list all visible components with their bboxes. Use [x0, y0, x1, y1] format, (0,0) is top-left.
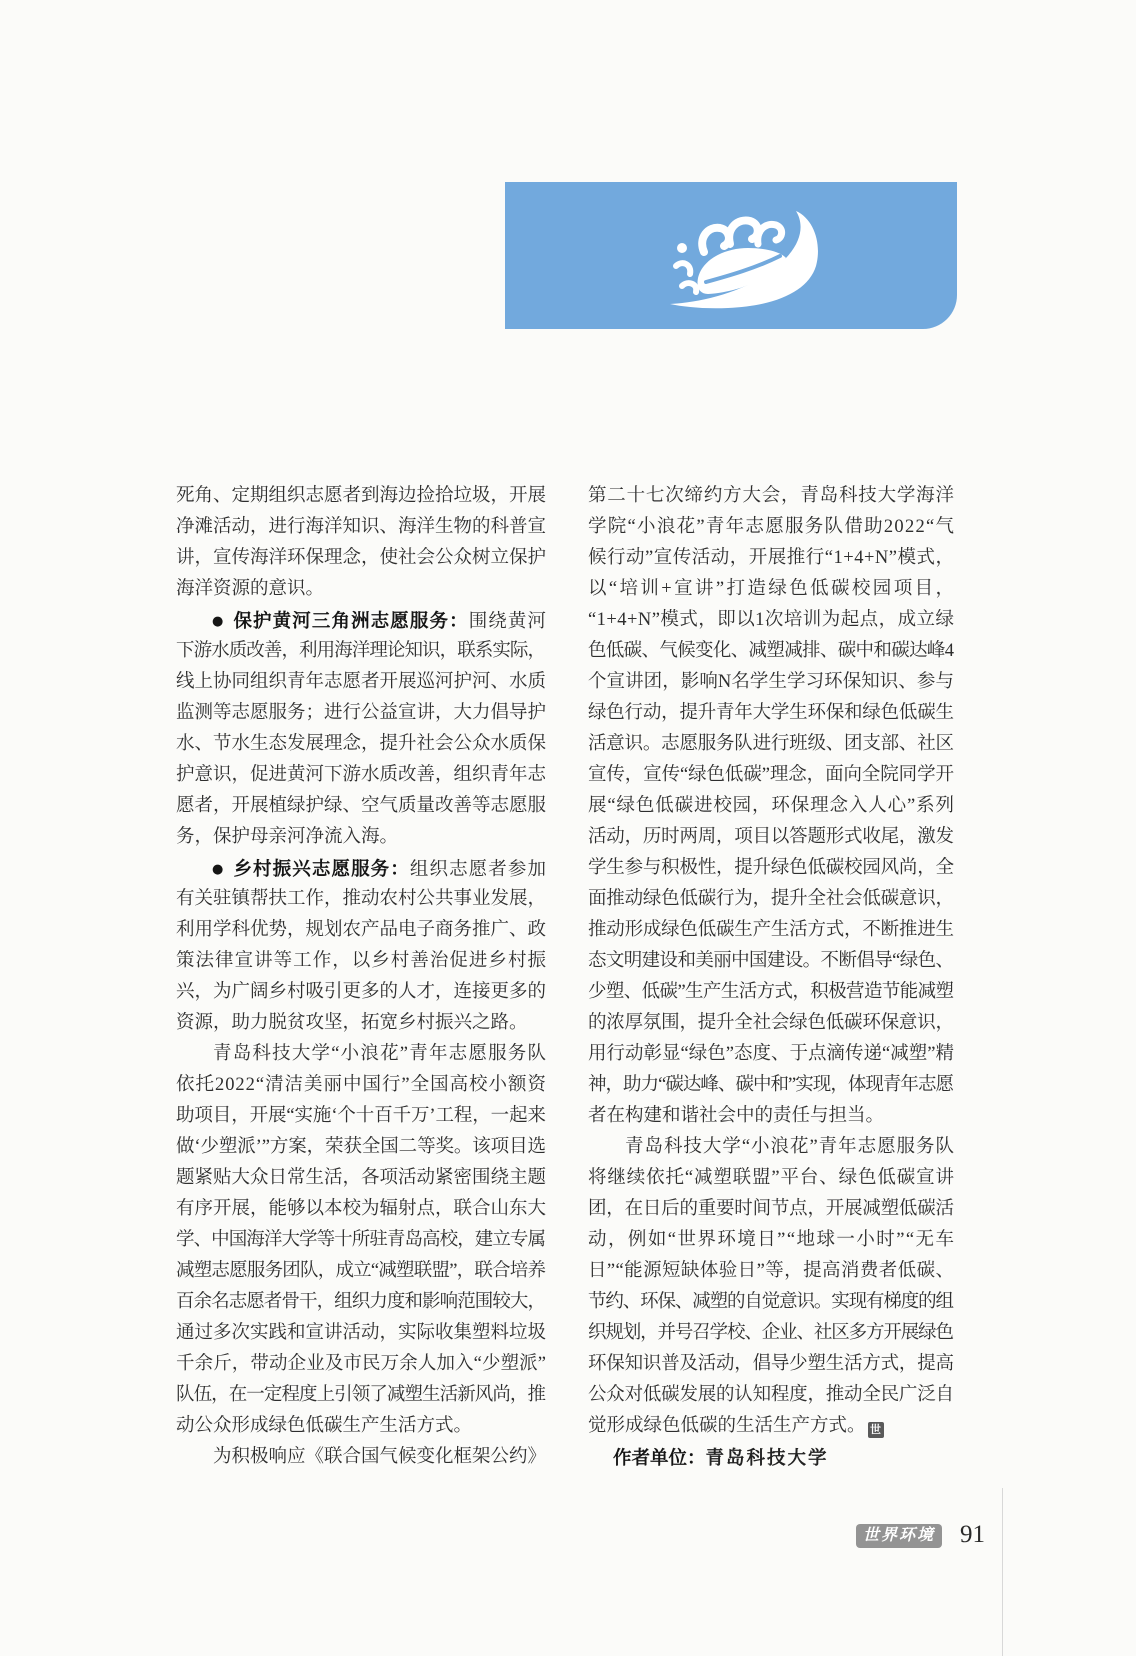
line-content: [588, 672, 954, 692]
line-text: 推动形成绿色低碳生产生活方式，不断推进生: [588, 920, 954, 940]
text-line: [176, 481, 546, 512]
line-text: 织规划，并号召学校、企业、社区多方开展绿色: [588, 1323, 953, 1343]
author-label: 作者单位：: [613, 1447, 706, 1468]
text-line: [588, 822, 954, 853]
text-line: [176, 822, 546, 853]
line-content: [588, 548, 955, 568]
line-content: [588, 1230, 955, 1250]
line-content: [176, 641, 545, 661]
line-text: 个宣讲团，影响N名学生学习环保知识、参与: [588, 672, 955, 692]
line-text: 水、节水生态发展理念，提升社会公众水质保: [176, 734, 546, 754]
text-line: [176, 1318, 546, 1349]
left-column: [176, 481, 546, 1473]
line-content: [588, 1323, 953, 1343]
line-content: [176, 1013, 528, 1033]
line-content: [176, 827, 398, 847]
text-line: [588, 1380, 954, 1411]
line-text: 线上协同组织青年志愿者开展巡河护河、水质: [176, 672, 546, 692]
line-text: 用行动彰显“绿色”态度、于点滴传递“减塑”精: [588, 1044, 954, 1064]
line-text: 通过多次实践和宣讲活动，实际收集塑料垃圾: [176, 1323, 546, 1343]
line-text: 团，在日后的重要时间节点，开展减塑低碳活: [588, 1199, 954, 1219]
text-line: [588, 1411, 954, 1442]
line-content: [588, 517, 955, 537]
line-content: [212, 612, 547, 632]
line-content: [176, 672, 546, 692]
line-content: [588, 610, 954, 630]
line-text: 学院“小浪花”青年志愿服务队借助2022“气: [588, 517, 956, 537]
text-line: [176, 543, 546, 574]
line-content: [176, 1137, 546, 1157]
line-text: 海洋资源的意识。: [176, 579, 325, 599]
line-content: [213, 1447, 546, 1467]
line-content: [588, 734, 954, 754]
paragraph: [176, 605, 546, 853]
line-text: 愿者，开展植绿护绿、空气质量改善等志愿服: [176, 796, 546, 816]
line-content: [588, 765, 954, 785]
line-content: [176, 1385, 545, 1405]
text-line: [176, 574, 546, 605]
line-text: 队伍，在一定程度上引领了减塑生活新风尚，推: [176, 1385, 546, 1405]
section-heading: 保护黄河三角洲志愿服务：: [233, 610, 469, 631]
line-content: [588, 1385, 954, 1405]
text-line: [588, 512, 954, 543]
line-content: [625, 1137, 955, 1157]
text-line: [588, 574, 957, 605]
text-line: [176, 1442, 546, 1473]
text-line: [588, 884, 954, 915]
line-text: 少塑、低碳”生产生活方式，积极营造节能减塑: [588, 982, 954, 1002]
line-content: [176, 1075, 547, 1095]
bullet: ●: [212, 862, 225, 877]
text-line: [176, 1287, 546, 1318]
line-content: [176, 517, 546, 537]
text-line: [588, 481, 954, 512]
line-content: [212, 860, 547, 880]
line-text: 有关驻镇帮扶工作，推动农村公共事业发展，: [176, 889, 546, 909]
text-line: [588, 698, 954, 729]
line-content: [588, 703, 954, 723]
text-line: [588, 1008, 954, 1039]
line-content: [588, 982, 953, 1002]
text-line: [176, 512, 546, 543]
line-content: [588, 1106, 884, 1126]
line-text: 净滩活动，进行海洋知识、海洋生物的科普宣: [176, 517, 546, 537]
paragraph: [176, 1442, 546, 1473]
line-text: 策法律宣讲等工作，以乡村善治促进乡村振: [176, 951, 548, 971]
line-content: [176, 486, 546, 506]
line-content: [176, 548, 546, 568]
text-line: [588, 760, 954, 791]
line-text: 利用学科优势，规划农产品电子商务推广、政: [176, 920, 546, 940]
end-mark-icon: 世: [868, 1422, 884, 1438]
right-column: [588, 481, 957, 1473]
line-content: [588, 1292, 953, 1312]
text-line: [176, 1349, 546, 1380]
line-text: 动，例如“世界环境日”“地球一小时”“无车: [588, 1230, 956, 1250]
text-line: [588, 791, 954, 822]
text-line: [588, 667, 954, 698]
line-text: 护意识，促进黄河下游水质改善，组织青年志: [176, 765, 546, 785]
line-text: 组织志愿者参加: [409, 860, 548, 880]
text-line: [176, 1256, 546, 1287]
line-content: [176, 1416, 472, 1436]
magazine-logo: 世界环境: [856, 1524, 942, 1548]
text-line: [176, 729, 546, 760]
line-content: [176, 1199, 546, 1219]
line-text: 节约、环保、减塑的自觉意识。实现有梯度的组: [588, 1292, 953, 1312]
line-content: [213, 1044, 547, 1064]
text-line: [588, 543, 954, 574]
wave-logo-icon: [668, 206, 818, 310]
text-line: [588, 1039, 954, 1070]
line-text: 宣传，宣传“绿色低碳”理念，面向全院同学开: [588, 765, 954, 785]
text-line: [176, 667, 546, 698]
paragraph: [588, 1132, 954, 1442]
line-text: 面推动绿色低碳行为，提升全社会低碳意识，: [588, 889, 954, 909]
header-banner: [505, 182, 957, 329]
line-content: [176, 796, 546, 816]
text-line: [176, 791, 546, 822]
line-text: 千余斤，带动企业及市民万余人加入“少塑派”: [176, 1354, 547, 1374]
text-line: [176, 884, 546, 915]
text-line: [176, 1039, 546, 1070]
line-text: 做‘少塑派’”方案，荣获全国二等奖。该项目选: [176, 1137, 546, 1157]
text-line: [176, 605, 546, 636]
text-line: [588, 1132, 954, 1163]
line-content: [176, 579, 324, 599]
line-text: 题紧贴大众日常生活，各项活动紧密围绕主题: [176, 1168, 546, 1188]
line-text: 觉形成绿色低碳的生活生产方式。: [588, 1416, 866, 1436]
line-content: [588, 486, 955, 506]
line-text: 动公众形成绿色低碳生产生活方式。: [176, 1416, 473, 1436]
text-line: [176, 1132, 546, 1163]
text-line: [176, 760, 546, 791]
line-text: 依托2022“清洁美丽中国行”全国高校小额资: [176, 1075, 547, 1095]
line-text: 公众对低碳发展的认知程度，推动全民广泛自: [588, 1385, 954, 1405]
text-line: [176, 977, 546, 1008]
text-line: [176, 1225, 546, 1256]
paragraph: [176, 1039, 546, 1442]
line-content: [588, 1075, 953, 1095]
text-line: [588, 1318, 954, 1349]
line-content: [588, 920, 954, 940]
line-content: [588, 889, 954, 909]
right-column-text: [588, 481, 957, 1442]
text-line: [176, 1070, 546, 1101]
text-line: [588, 605, 954, 636]
text-line: [176, 1008, 546, 1039]
line-content: [176, 920, 546, 940]
line-text: 务，保护母亲河净流入海。: [176, 827, 399, 847]
line-text: 围绕黄河: [468, 612, 548, 632]
line-text: 资源，助力脱贫攻坚，拓宽乡村振兴之路。: [176, 1013, 528, 1033]
text-line: [588, 853, 954, 884]
text-line: [588, 977, 954, 1008]
line-content: [588, 1416, 884, 1436]
line-content: [176, 982, 546, 1002]
line-text: “1+4+N”模式，即以1次培训为起点，成立绿: [588, 610, 955, 630]
line-content: [176, 951, 547, 971]
text-line: [588, 1225, 954, 1256]
text-line: [176, 1101, 546, 1132]
line-content: [176, 703, 546, 723]
line-content: [588, 579, 956, 599]
text-line: [176, 946, 546, 977]
line-text: 将继续依托“减塑联盟”平台、绿色低碳宣讲: [588, 1168, 955, 1188]
line-content: [176, 1292, 545, 1312]
text-line: [176, 853, 546, 884]
line-text: 展“绿色低碳进校园，环保理念入人心”系列: [588, 796, 955, 816]
paragraph: [176, 853, 546, 1039]
line-text: 讲，宣传海洋环保理念，使社会公众树立保护: [176, 548, 546, 568]
line-text: 下游水质改善，利用海洋理论知识，联系实际，: [176, 641, 546, 661]
line-text: 日”“能源短缺体验日”等，提高消费者低碳、: [588, 1261, 955, 1281]
line-text: 有序开展，能够以本校为辐射点，联合山东大: [176, 1199, 546, 1219]
line-text: 助项目，开展“实施‘个十百千万’工程，一起来: [176, 1106, 546, 1126]
text-line: [588, 1101, 954, 1132]
line-text: 环保知识普及活动，倡导少塑生活方式，提高: [588, 1354, 954, 1374]
text-line: [176, 1194, 546, 1225]
line-content: [588, 641, 953, 661]
line-text: 态文明建设和美丽中国建设。不断倡导“绿色、: [588, 951, 954, 971]
line-text: 监测等志愿服务；进行公益宣讲，大力倡导护: [176, 703, 546, 723]
section-heading: 乡村振兴志愿服务：: [233, 858, 410, 879]
paragraph: [176, 481, 546, 605]
line-text: 百余名志愿者骨干，组织力度和影响范围较大，: [176, 1292, 546, 1312]
bullet: ●: [212, 614, 225, 629]
line-content: [588, 1261, 954, 1281]
line-text: 活动，历时两周，项目以答题形式收尾，激发: [588, 827, 954, 847]
line-content: [588, 951, 953, 971]
line-text: 神，助力“碳达峰、碳中和”实现，体现青年志愿: [588, 1075, 954, 1095]
line-text: 兴，为广阔乡村吸引更多的人才，连接更多的: [176, 982, 546, 1002]
text-line: [588, 1287, 954, 1318]
line-content: [176, 1261, 545, 1281]
line-text: 活意识。志愿服务队进行班级、团支部、社区: [588, 734, 954, 754]
line-content: [176, 1230, 545, 1250]
line-text: 学生参与积极性，提升绿色低碳校园风尚，全: [588, 858, 954, 878]
line-text: 为积极响应《联合国气候变化框架公约》: [213, 1447, 546, 1467]
text-line: [176, 1163, 546, 1194]
line-content: [588, 1168, 955, 1188]
line-text: 候行动”宣传活动，开展推行“1+4+N”模式，: [588, 548, 955, 568]
line-content: [176, 765, 546, 785]
text-line: [176, 1380, 546, 1411]
text-line: [588, 1163, 954, 1194]
line-text: 的浓厚氛围，提升全社会绿色低碳环保意识，: [588, 1013, 954, 1033]
line-content: [176, 1323, 546, 1343]
text-line: [588, 1194, 954, 1225]
paragraph: [588, 481, 957, 1132]
line-content: [588, 1199, 954, 1219]
line-content: [176, 889, 546, 909]
line-content: [588, 1354, 954, 1374]
line-text: 减塑志愿服务团队，成立“减塑联盟”，联合培养: [176, 1261, 546, 1281]
text-line: [588, 1256, 954, 1287]
author-value: 青岛科技大学: [705, 1449, 829, 1469]
text-line: [588, 1349, 954, 1380]
text-line: [176, 1411, 546, 1442]
line-text: 绿色行动，提升青年大学生环保和绿色低碳生: [588, 703, 954, 723]
line-content: [176, 1106, 546, 1126]
line-content: [176, 1354, 546, 1374]
text-line: [588, 946, 954, 977]
line-text: 青岛科技大学“小浪花”青年志愿服务队: [213, 1044, 548, 1064]
author-affiliation: [588, 1442, 954, 1473]
line-text: 学、中国海洋大学等十所驻青岛高校，建立专属: [176, 1230, 546, 1250]
text-line: [176, 698, 546, 729]
line-content: [176, 1168, 546, 1188]
text-line: [588, 729, 954, 760]
line-text: 以“培训+宣讲”打造绿色低碳校园项目，: [588, 579, 957, 599]
line-text: 青岛科技大学“小浪花”青年志愿服务队: [625, 1137, 955, 1157]
line-text: 第二十七次缔约方大会，青岛科技大学海洋: [588, 486, 955, 506]
text-line: [588, 1070, 954, 1101]
page-edge-line: [1002, 1488, 1003, 1656]
line-content: [588, 858, 954, 878]
line-content: [588, 1044, 954, 1064]
line-content: [588, 827, 954, 847]
line-content: [176, 734, 546, 754]
line-text: 者在构建和谐社会中的责任与担当。: [588, 1106, 885, 1126]
text-line: [176, 636, 546, 667]
line-content: [588, 1013, 954, 1033]
text-line: [588, 915, 954, 946]
line-text: 死角、定期组织志愿者到海边捡拾垃圾，开展: [176, 486, 546, 506]
page-number: 91: [960, 1521, 985, 1548]
text-line: [176, 915, 546, 946]
text-line: [588, 636, 954, 667]
line-content: [588, 796, 955, 816]
line-text: 色低碳、气候变化、减塑减排、碳中和碳达峰4: [588, 641, 954, 661]
